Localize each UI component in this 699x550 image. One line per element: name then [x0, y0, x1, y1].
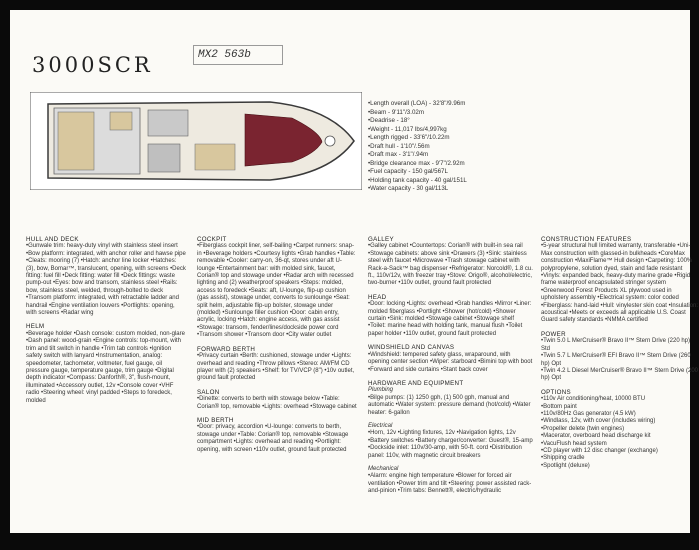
section-heading-head: HEAD — [368, 293, 387, 301]
column-1 — [26, 236, 186, 411]
section-heading-galley: GALLEY — [368, 236, 394, 243]
section-heading-helm: HELM — [26, 323, 45, 331]
section-heading-cockpit: COCKPIT — [197, 236, 227, 243]
power-item: •Twin 4.2 L Diesel MerCruiser® Bravo II™ Stern Drive (200 hp) Opt — [541, 367, 699, 382]
spec-item: •Length rigged - 33'6"/10.22m — [368, 134, 450, 141]
spec-item: •Length overall (LOA) - 32'8"/9.96m — [368, 100, 466, 107]
option-item: •Shipping cradle — [541, 455, 585, 462]
power-item: •Twin 5.0 L MerCruiser® Bravo II™ Stern Drive (220 hp) Std — [541, 338, 691, 352]
brochure-page — [10, 10, 699, 533]
spec-item: •Draft hull - 1'10"/.56m — [368, 142, 430, 150]
option-item: •Spotlight (deluxe) — [541, 462, 590, 469]
spec-list — [368, 100, 498, 194]
section-text-mechanical: •Alarm: engine high temperature •Blower for forced air ventilation •Power trim and tilt •Steering: power assisted rack-and-pinion •Trim tabs: Bennett®, electric/hydraulic — [368, 473, 532, 495]
section-text-head: •Door: locking •Lights: overhead •Grab handles •Mirror •Liner: molded fiberglass •Portlight •Shower (hot/cold) •Shower curtain •Sink: molded •Stowage cabinet •Stowage shelf •Toilet: marine head with holding tank, manual flush •Toilet paper holder •110v outlet, ground fault protected — [368, 301, 532, 337]
section-heading-options: OPTIONS — [541, 388, 571, 396]
section-heading-windshield: WINDSHIELD AND CANVAS — [368, 344, 455, 352]
dinette — [195, 144, 235, 170]
spec-item: •Holding tank capacity - 40 gal/151L — [368, 176, 467, 184]
section-heading-power: POWER — [541, 330, 566, 338]
deck-plan-diagram — [30, 92, 362, 190]
option-item: •Windlass, 12v, with cover (includes wiring) — [541, 418, 656, 425]
spec-item: •Draft max - 3'1"/.94m — [368, 151, 429, 158]
subheading-electrical: Electrical — [368, 422, 393, 429]
option-item: •110v/80Hz Gas generator (4.5 kW) — [541, 410, 636, 417]
section-heading-mid-berth: MID BERTH — [197, 416, 234, 424]
subheading-plumbing: Plumbing — [368, 387, 394, 394]
option-item: •Bottom paint — [541, 403, 577, 410]
section-text-windshield: •Windshield: tempered safety glass, wraparound, with opening center section •Wiper: starboard •Bimini top with boot •Forward and side curtains •Stant back cover — [368, 351, 533, 373]
section-text-helm: •Beverage holder •Dash console: custom molded, non-glare •Dash panel: wood-grain •Engine controls: top-mount, with trim and tilt switch in handle •Trim tab controls •Ignition safety switch with lanyard •Instrumentation, analog: speedometer, tachometer, voltmeter, fuel gauge, oil pressure gauge, temperature gauge, trim gauge •Digital depth indicator •Compass: Danforth®, 3", flush-mount, illuminated •Accessory outlet, 12v •Console cover •VHF radio •Steering wheel: vinyl padded •Steps to foredeck, molded — [26, 330, 185, 404]
option-item: •Propeller delete (twin engines) — [541, 425, 625, 432]
spec-item: •Deadrise - 18° — [368, 117, 410, 124]
helm-seat — [110, 112, 132, 130]
power-list — [541, 338, 699, 382]
option-item: •110v Air conditioning/heat, 10000 BTU — [541, 396, 646, 403]
option-item: •Macerator, overboard head discharge kit — [541, 433, 651, 440]
section-heading-hardware: HARDWARE AND EQUIPMENT — [368, 379, 464, 387]
spec-item: •Bridge clearance max - 9'7"/2.92m — [368, 159, 465, 167]
page-title: 3000SCR — [32, 53, 153, 77]
option-item: •CD player with 12 disc changer (exchange) — [541, 447, 658, 454]
section-text-cockpit: •Fiberglass cockpit liner, self-bailing •Carpet runners: snap-in •Beverage holders •Courtesy lights •Grab handles •Table: removable •Cooler: carry-on, 36-qt, stores under aft U-lounge •Entertainment bar: with molded sink, faucet, Corian® top and stowage under •Radar arch with recessed lighting and (2) weatherproof speakers •Steps: molded, access to foredeck •Seats: aft, U-lounge, flip-up cushion (gas assist), stowage under, converts to sunlounge •Seat: split helm, adjustable flip-up bolster, stowage under (molded) •Sunlounge filler cushion •Door: cabin entry, acrylic, locking •Hatch: engine access, with gas assist •Stowage: transom, fender/lines/dockside power cord •Transom shower •Transom door •City water outlet — [197, 243, 356, 339]
section-text-salon: •Dinette: converts to berth with stowage below •Table: Corian® top, removable •Lights: overhead •Stowage cabinet — [197, 396, 357, 410]
column-2 — [197, 236, 357, 460]
section-heading-salon: SALON — [197, 388, 220, 396]
section-heading-hull: HULL AND DECK — [26, 236, 79, 243]
option-item: •VacuFlush head system — [541, 440, 607, 447]
subheading-mechanical: Mechanical — [368, 465, 399, 472]
cockpit-seating — [58, 112, 94, 170]
spec-item: •Fuel capacity - 150 gal/567L — [368, 168, 448, 175]
power-item: •Twin 5.7 L MerCruiser® EFI Bravo II™ Stern Drive (260 hp) Opt — [541, 353, 691, 367]
handwritten-stamp: MX2 563b — [193, 45, 283, 65]
section-text-plumbing: •Bilge pumps: (1) 1250 gph, (1) 500 gph, manual and automatic •Water system: pressure demand (hot/cold) •Water heater: 6-gallon — [368, 394, 531, 416]
section-text-construction: •5-year structural hull limited warranty, transferable •Uni-Max construction with glassed-in bulkheads •CoreMax construction •MaxiFlame™ Hull design •Carpeting: 100% polypropylene, solution dyed, stain and fade resistant •Vinyls: expanded back, heavy-duty marine grade •Rigid frame waterproof encapsulated stringer system •Greenwood Forest Products XL plywood used in upholstery assembly •Electrical system: color coded •Fiberglass: hand-laid •Hull: vinylester skin coat •Insulation: acoustical •Meets or exceeds all applicable U.S. Coast Guard safety standards •NMMA certified — [541, 243, 699, 324]
section-heading-construction: CONSTRUCTION FEATURES — [541, 236, 632, 243]
section-text-forward-berth: •Privacy curtain •Berth: cushioned, stowage under •Lights: overhead and reading •Throw pillows •Stereo: AM/FM CD player with (2) speakers •Shelf: for TV/VCP (8") •10v outlet, ground fault protected — [197, 353, 355, 382]
section-text-electrical: •Horn, 12v •Lighting fixtures, 12v •Navigation lights, 12v •Battery switches •Battery charger/converter: Guest®, 15-amp •Dockside inlet: 110v/30-amp, with 50-ft. cord •Distribution panel: 110v, with magnetic circuit breakers — [368, 430, 533, 459]
head-block — [148, 144, 180, 172]
section-text-galley: •Galley cabinet •Countertops: Corian® with built-in sea rail •Stowage cabinets: above sink •Drawers (3) •Sink: stainless steel with faucet •Microwave •Trash stowage cabinet with Rack-a-Sack™ bag dispenser •Refrigerator: Norcold®, 1.8 cu. ft., 110v/12v, with freezer tray •Stove: Origo®, alcohol/electric, two-burner •110v outlet, ground fault protected — [368, 243, 533, 287]
spec-item: •Water capacity - 30 gal/113L — [368, 185, 449, 192]
column-4 — [541, 236, 699, 470]
galley-block — [148, 110, 188, 136]
section-text-hull: •Gunwale trim: heavy-duty vinyl with stainless steel insert •Bow platform: integrated, with anchor roller and hawse pipe •Cleats: mooring (7) •Hatch: anchor line locker •Hatches: (3), bow, Bomar™, translucent, opening, with screens •Deck fitting: fuel fill •Deck fitting: water fill •Deck fittings: waste pump-out •Eyes: bow and transom, stainless steel •Rails: bow, stainless steel, welded, through-bolted to deck •Transom platform: integrated, with retractable ladder and handrail •Engine ventilation louvers •Portlights: opening, with screens •Radar wing — [26, 243, 186, 317]
section-heading-forward-berth: FORWARD BERTH — [197, 345, 256, 353]
hatch — [325, 136, 335, 146]
spec-item: •Weight - 11,017 lbs/4,997kg — [368, 125, 447, 133]
section-text-mid-berth: •Door: privacy, accordion •U-lounge: converts to berth, stowage under •Table: Corian® top, removable •Stowage compartment •Lights: overhead and reading •Portlight: opening, with screen •110v outlet, ground fault protected — [197, 424, 349, 453]
column-3 — [368, 236, 533, 502]
options-list — [541, 396, 699, 470]
spec-item: •Beam - 9'11"/3.02m — [368, 108, 424, 116]
